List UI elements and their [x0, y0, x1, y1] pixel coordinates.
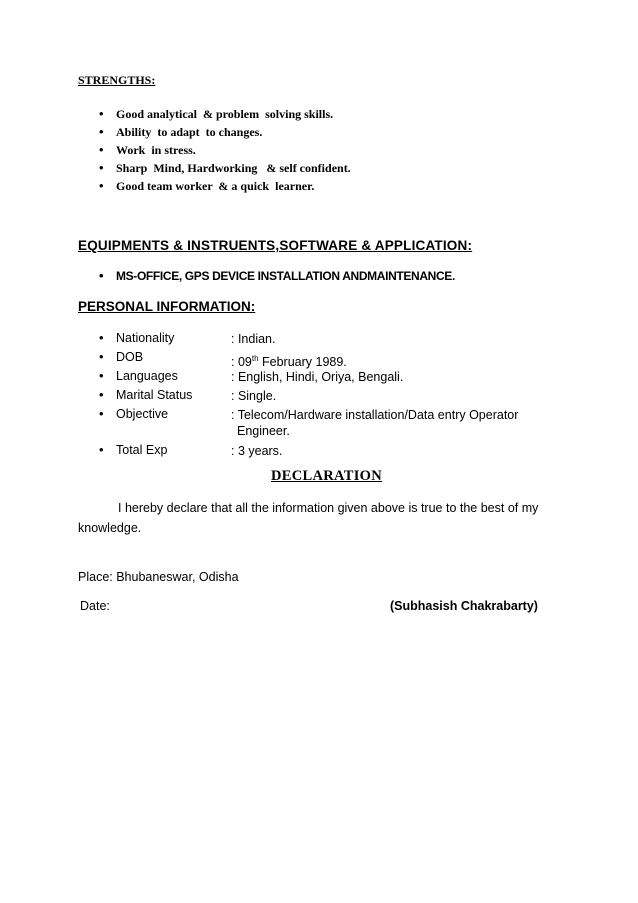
info-label: Total Exp	[116, 443, 168, 457]
bullet-dot-icon: •	[99, 142, 104, 157]
strengths-heading: STRENGTHS:	[78, 73, 156, 87]
dob-rest: February 1989.	[258, 355, 347, 369]
date-line: Date:	[80, 599, 110, 613]
info-label: Marital Status	[116, 388, 193, 402]
bullet-dot-icon: •	[99, 268, 104, 283]
declaration-heading: DECLARATION	[271, 468, 382, 484]
info-value: : Indian.	[231, 332, 276, 346]
bullet-dot-icon: •	[99, 160, 104, 175]
bullet-dot-icon: •	[99, 406, 104, 421]
info-value: : Single.	[231, 389, 277, 403]
info-label: DOB	[116, 350, 144, 364]
info-value: : English, Hindi, Oriya, Bengali.	[231, 370, 404, 384]
info-value	[231, 350, 347, 371]
info-value: : Telecom/Hardware installation/Data entry Operator	[231, 408, 519, 422]
strength-text: Good team worker & a quick learner.	[116, 179, 315, 193]
equipment-text: MS-OFFICE, GPS DEVICE INSTALLATION ANDMAINTENANCE.	[116, 269, 455, 283]
bullet-dot-icon: •	[99, 106, 104, 121]
dob-suffix: th	[251, 354, 259, 363]
info-value: : 3 years.	[231, 444, 283, 458]
bullet-dot-icon: •	[99, 178, 104, 193]
strength-text: Ability to adapt to changes.	[116, 125, 263, 139]
bullet-dot-icon: •	[99, 368, 104, 383]
info-label: Nationality	[116, 331, 175, 345]
personal-info-heading: PERSONAL INFORMATION:	[78, 299, 256, 314]
declaration-text: I hereby declare that all the information given above is true to the best of my knowledge.	[78, 501, 539, 535]
info-label: Objective	[116, 407, 169, 421]
equipments-heading: EQUIPMENTS & INSTRUENTS,SOFTWARE & APPLICATION:	[78, 238, 473, 253]
signature-name: (Subhasish Chakrabarty)	[390, 599, 538, 613]
info-value-continued: Engineer.	[237, 424, 290, 438]
bullet-dot-icon: •	[99, 124, 104, 139]
bullet-dot-icon: •	[99, 442, 104, 457]
bullet-dot-icon: •	[99, 349, 104, 364]
dob-day: : 09	[231, 355, 252, 369]
info-label: Languages	[116, 369, 178, 383]
strength-text: Sharp Mind, Hardworking & self confident.	[116, 161, 351, 175]
strength-text: Work in stress.	[116, 143, 196, 157]
place-line: Place: Bhubaneswar, Odisha	[78, 570, 239, 584]
strength-text: Good analytical & problem solving skills.	[116, 107, 334, 121]
bullet-dot-icon: •	[99, 387, 104, 402]
bullet-dot-icon: •	[99, 330, 104, 345]
